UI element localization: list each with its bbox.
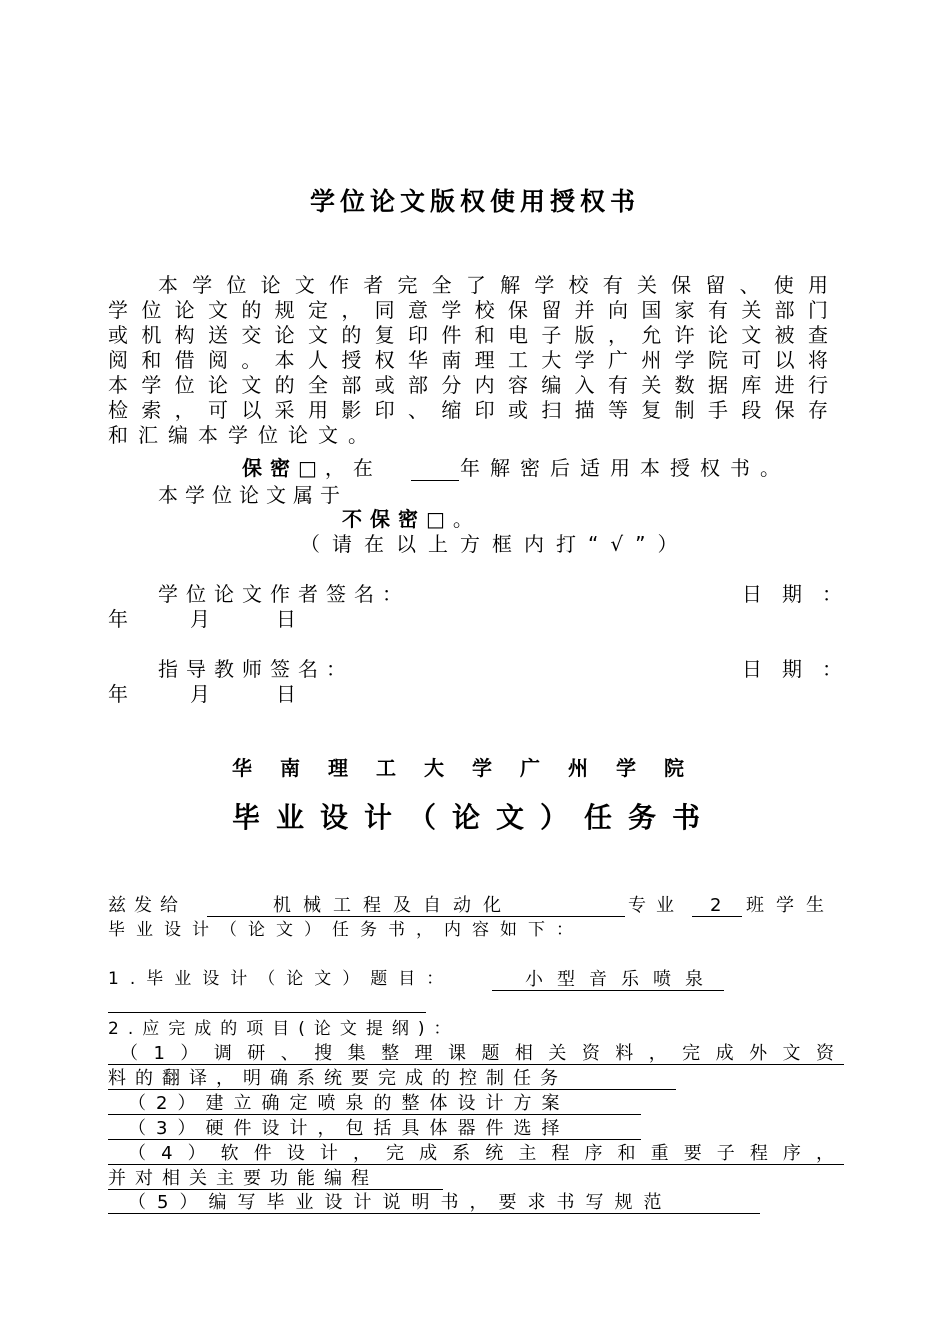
major-label: 专业 xyxy=(628,895,684,916)
advisor-date-label: 日期： xyxy=(742,657,862,681)
decrypt-year-blank[interactable] xyxy=(411,480,459,481)
secret-label: 保密 xyxy=(242,456,298,480)
advisor-date-month: 月 xyxy=(190,682,210,706)
nonsecret-option xyxy=(342,507,481,532)
author-date-day: 日 xyxy=(276,607,296,631)
item-line-1: （1）调研、搜集整理课题相关资料，完成外文资 xyxy=(120,1043,834,1064)
license-para-line-3: 或机构送交论文的复印件和电子版，允许论文被查 xyxy=(108,323,830,347)
author-date-label: 日期： xyxy=(742,582,862,606)
item-line-4: （3）硬件设计，包括具体器件选择 xyxy=(128,1118,570,1139)
school-name: 华南理工大学广州学院 xyxy=(232,756,712,780)
topic-underline-2 xyxy=(108,1012,426,1013)
intro-line-2: 毕业设计（论文）任务书，内容如下： xyxy=(108,920,584,940)
author-date-month: 月 xyxy=(190,607,210,631)
advisor-date-day: 日 xyxy=(276,682,296,706)
license-title: 学位论文版权使用授权书 xyxy=(309,187,640,216)
class-no: 2 xyxy=(710,895,722,916)
nonsecret-label: 不保密 xyxy=(342,507,426,531)
secret-suffix-a: ，在 xyxy=(324,456,381,480)
items-label: 2.应完成的项目(论文提纲)： xyxy=(108,1019,460,1039)
nonsecret-suffix: 。 xyxy=(452,507,481,531)
item-line-6: 并对相关主要功能编程 xyxy=(108,1168,378,1189)
license-para-line-6: 检索，可以采用影印、缩印或扫描等复制手段保存 xyxy=(108,398,830,422)
checkbox-hint: （请在以上方框内打“√”） xyxy=(300,532,690,556)
license-para-line-4: 阅和借阅。本人授权华南理工大学广州学院可以将 xyxy=(108,348,830,372)
item-line-2: 料的翻译，明确系统要完成的控制任务 xyxy=(108,1068,567,1089)
author-sign-label: 学位论文作者签名： xyxy=(158,582,410,606)
item-line-7: （5）编写毕业设计说明书，要求书写规范 xyxy=(128,1192,673,1213)
author-date-year: 年 xyxy=(108,607,128,631)
advisor-sign-label: 指导教师签名： xyxy=(158,657,354,681)
secret-suffix-b: 年解密后适用本授权书。 xyxy=(460,456,790,480)
intro-prefix: 兹发给 xyxy=(108,895,186,916)
nonsecret-checkbox[interactable]: □ xyxy=(426,507,453,531)
belongs-label: 本学位论文属于 xyxy=(158,483,347,507)
item-line-3: （2）建立确定喷泉的整体设计方案 xyxy=(128,1093,570,1114)
topic-value: 小型音乐喷泉 xyxy=(525,969,717,990)
license-para-line-2: 学位论文的规定，同意学校保留并向国家有关部门 xyxy=(108,298,830,322)
task-title: 毕业设计（论文）任务书 xyxy=(232,801,717,834)
secret-checkbox[interactable]: □ xyxy=(298,456,325,480)
major-value: 机械工程及自动化 xyxy=(273,895,513,916)
class-label: 班学生 xyxy=(746,895,836,916)
license-para-line-5: 本学位论文的全部或部分内容编入有关数据库进行 xyxy=(108,373,830,397)
license-para-line-1: 本学位论文作者完全了解学校有关保留、使用 xyxy=(158,273,830,297)
secret-option xyxy=(242,456,381,481)
item-line-5: （4）软件设计，完成系统主程序和重要子程序， xyxy=(128,1143,834,1164)
license-para-line-7: 和汇编本学位论文。 xyxy=(108,423,378,447)
topic-label: 1.毕业设计（论文）题目： xyxy=(108,969,455,989)
advisor-date-year: 年 xyxy=(108,682,128,706)
